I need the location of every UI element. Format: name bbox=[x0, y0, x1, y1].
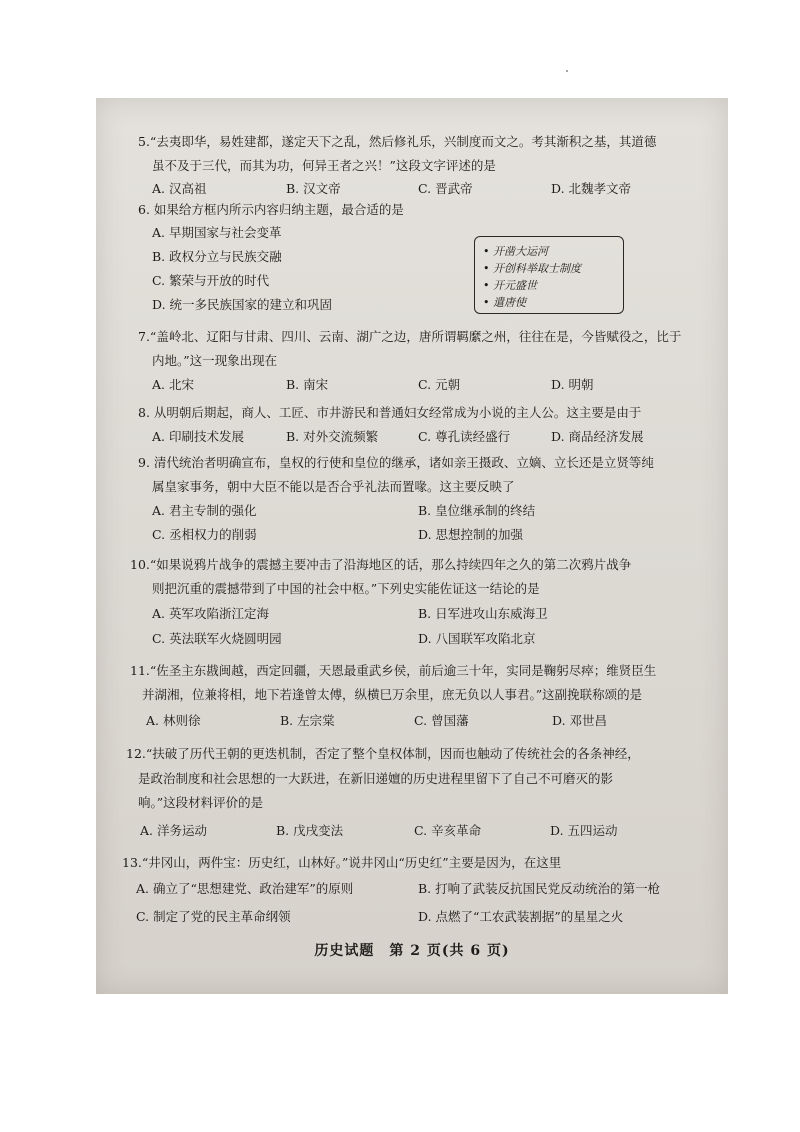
question-9-option-a: A. 君主专制的强化 bbox=[152, 503, 257, 518]
box-item: • 开元盛世 bbox=[483, 279, 537, 292]
question-12-option-b: B. 戊戌变法 bbox=[276, 823, 344, 838]
question-8-stem: 8. 从明朝后期起，商人、工匠、市井游民和普通妇女经常成为小说的主人公。这主要是由于 bbox=[138, 405, 642, 420]
question-10-stem-line-2: 则把沉重的震撼带到了中国的社会中枢。”下列史实能佐证这一结论的是 bbox=[152, 581, 540, 596]
question-11-option-b: B. 左宗棠 bbox=[280, 713, 335, 728]
question-10-stem-line-1: 10.“如果说鸦片战争的震撼主要冲击了沿海地区的话，那么持续四年之久的第二次鸦片战争 bbox=[130, 557, 632, 572]
question-10-option-b: B. 日军进攻山东威海卫 bbox=[418, 606, 548, 621]
question-13-option-c: C. 制定了党的民主革命纲领 bbox=[136, 909, 291, 924]
question-13-option-b: B. 打响了武装反抗国民党反动统治的第一枪 bbox=[418, 881, 661, 896]
question-10-option-a: A. 英军攻陷浙江定海 bbox=[152, 606, 269, 621]
question-12-stem-line-3: 响。”这段材料评价的是 bbox=[138, 795, 264, 810]
question-7-option-a: A. 北宋 bbox=[152, 377, 194, 392]
question-12-stem-line-2: 是政治制度和社会思想的一大跃进，在新旧递嬗的历史进程里留下了自己不可磨灭的影 bbox=[138, 771, 614, 786]
question-13-stem: 13.“井冈山，两件宝：历史红，山林好。”说井冈山“历史红”主要是因为，在这里 bbox=[122, 855, 562, 870]
question-11-stem-line-1: 11.“佐圣主东戡闽越，西定回疆，天恩最重武乡侯，前后逾三十年，实同是鞠躬尽瘁；维贤臣生 bbox=[130, 663, 657, 678]
question-5-option-c: C. 晋武帝 bbox=[418, 181, 473, 196]
question-5-option-a: A. 汉高祖 bbox=[152, 181, 207, 196]
question-7-option-d: D. 明朝 bbox=[551, 377, 594, 392]
question-5-option-b: B. 汉文帝 bbox=[286, 181, 341, 196]
question-6-option-a: A. 早期国家与社会变革 bbox=[152, 225, 282, 240]
question-8-option-d: D. 商品经济发展 bbox=[551, 429, 644, 444]
page-footer: 历史试题 第 2 页(共 6 页) bbox=[314, 943, 510, 959]
question-6-material-box bbox=[474, 236, 624, 314]
question-9-stem-line-2: 属皇家事务，朝中大臣不能以是否合乎礼法而置喙。这主要反映了 bbox=[152, 479, 515, 494]
question-11-stem-line-2: 并湖湘，位兼将相，地下若逢曾太傅，纵横巳万余里，庶无负以人事君。”这副挽联称颂的是 bbox=[142, 687, 643, 702]
box-item: • 开创科举取士制度 bbox=[483, 262, 581, 275]
question-5-option-d: D. 北魏孝文帝 bbox=[551, 181, 632, 196]
question-7-stem-line-1: 7.“盖岭北、辽阳与甘肃、四川、云南、湖广之边，唐所谓羁縻之州，往往在是，今皆赋役之，比于 bbox=[138, 329, 682, 344]
question-8-option-b: B. 对外交流频繁 bbox=[286, 429, 379, 444]
question-12-option-d: D. 五四运动 bbox=[550, 823, 618, 838]
question-13-option-a: A. 确立了“思想建党、政治建军”的原则 bbox=[136, 881, 354, 896]
question-9-option-c: C. 丞相权力的削弱 bbox=[152, 527, 257, 542]
question-6-option-d: D. 统一多民族国家的建立和巩固 bbox=[152, 297, 333, 312]
exam-page bbox=[96, 98, 728, 994]
question-12-option-a: A. 洋务运动 bbox=[140, 823, 207, 838]
scan-speck bbox=[566, 70, 568, 72]
question-7-option-b: B. 南宋 bbox=[286, 377, 329, 392]
question-6-stem: 6. 如果给方框内所示内容归纳主题，最合适的是 bbox=[138, 202, 404, 217]
question-9-option-d: D. 思想控制的加强 bbox=[418, 527, 524, 542]
question-11-option-a: A. 林则徐 bbox=[146, 713, 201, 728]
question-8-option-c: C. 尊孔读经盛行 bbox=[418, 429, 511, 444]
question-12-option-c: C. 辛亥革命 bbox=[414, 823, 482, 838]
question-5-stem-line-1: 5.“去夷即华，易姓建都，遂定天下之乱，然后修礼乐，兴制度而文之。考其渐积之基，其道德 bbox=[138, 134, 657, 149]
question-6-option-b: B. 政权分立与民族交融 bbox=[152, 249, 282, 264]
question-12-stem-line-1: 12.“扶破了历代王朝的更迭机制，否定了整个皇权体制，因而也触动了传统社会的各条神经， bbox=[126, 746, 640, 761]
question-10-option-d: D. 八国联军攻陷北京 bbox=[418, 631, 536, 646]
question-11-option-c: C. 曾国藩 bbox=[414, 713, 469, 728]
box-item: • 开凿大运河 bbox=[483, 245, 548, 258]
question-8-option-a: A. 印刷技术发展 bbox=[152, 429, 244, 444]
question-9-stem-line-1: 9. 清代统治者明确宣布，皇权的行使和皇位的继承，诸如亲王摄政、立嫡、立长还是立贤等纯 bbox=[138, 455, 654, 470]
question-7-stem-line-2: 内地。”这一现象出现在 bbox=[152, 353, 278, 368]
question-11-option-d: D. 邓世昌 bbox=[552, 713, 608, 728]
question-9-option-b: B. 皇位继承制的终结 bbox=[418, 503, 536, 518]
question-13-option-d: D. 点燃了“工农武装割据”的星星之火 bbox=[418, 909, 624, 924]
question-5-stem-line-2: 虽不及于三代，而其为功，何异王者之兴！”这段文字评述的是 bbox=[152, 158, 496, 173]
question-10-option-c: C. 英法联军火烧圆明园 bbox=[152, 631, 282, 646]
question-7-option-c: C. 元朝 bbox=[418, 377, 461, 392]
question-6-option-c: C. 繁荣与开放的时代 bbox=[152, 273, 270, 288]
box-item: • 遣唐使 bbox=[483, 296, 526, 309]
